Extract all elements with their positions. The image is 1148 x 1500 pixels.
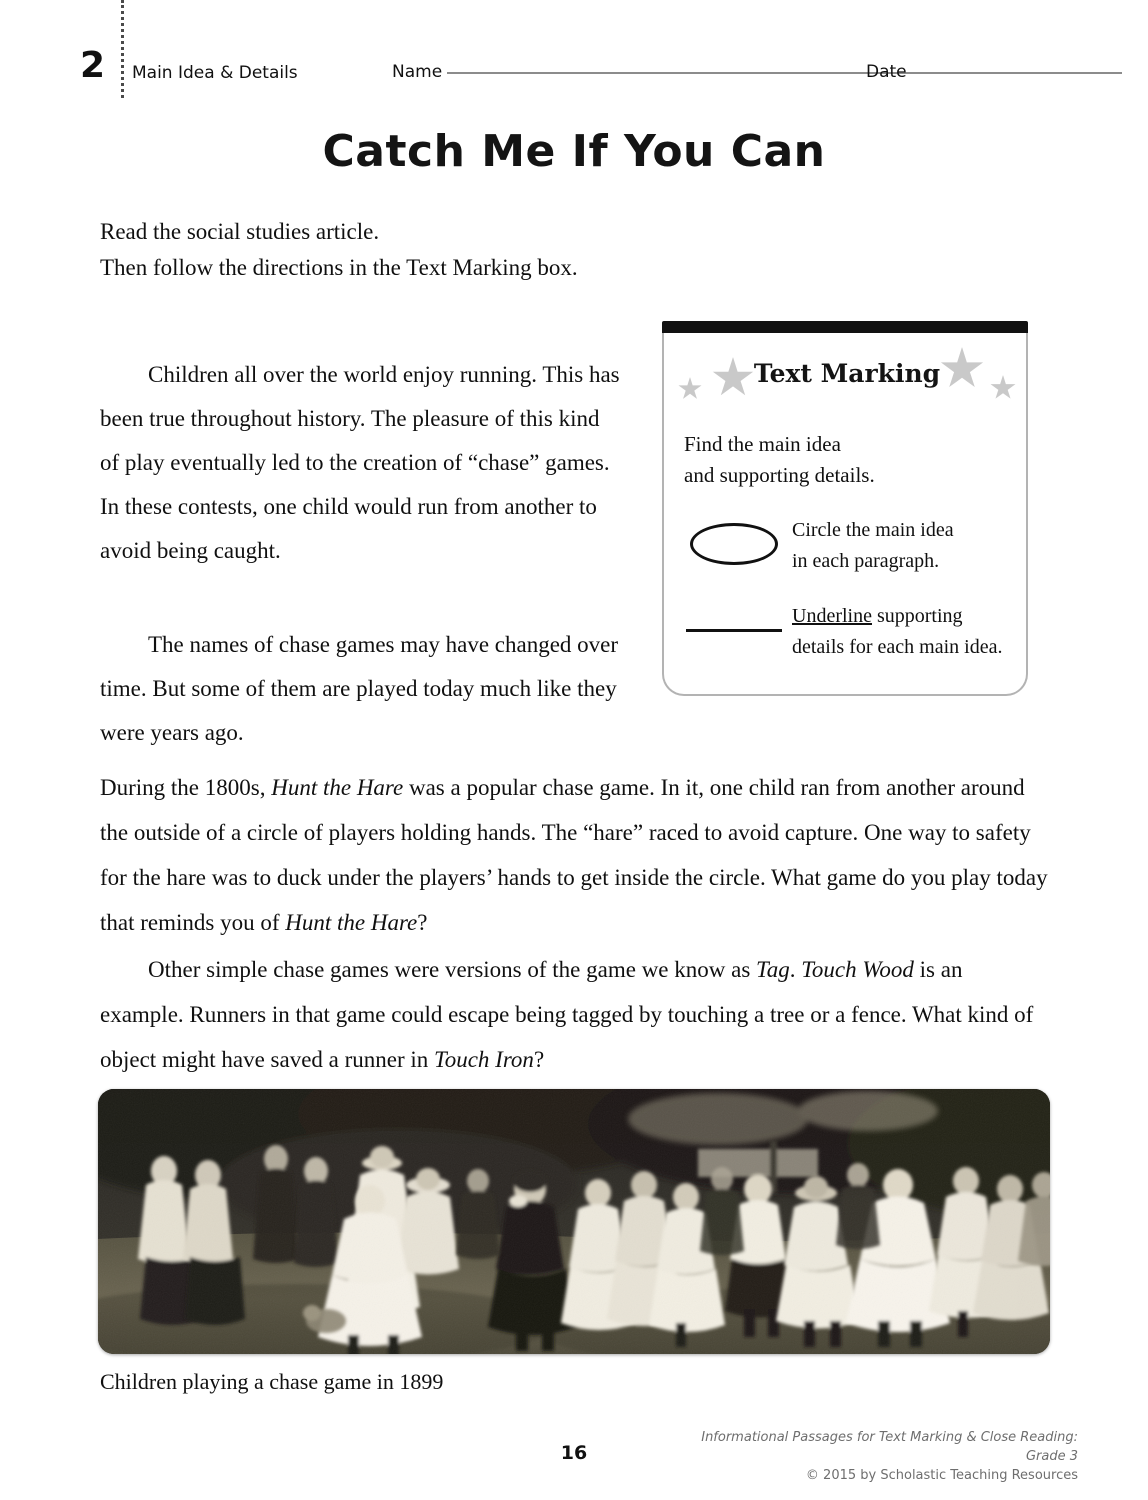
p4-seg-1: Other simple chase games were versions of the game we know as xyxy=(148,957,757,982)
text-marking-rule-circle-text xyxy=(792,515,1014,577)
text-marking-intro-line-2: and supporting details. xyxy=(684,463,875,487)
page-title: Catch Me If You Can xyxy=(322,126,826,177)
footer-copyright: © 2015 by Scholastic Teaching Resources xyxy=(805,1468,1078,1483)
directions-line-1: Read the social studies article. xyxy=(100,219,380,244)
date-field-label: Date xyxy=(866,62,907,82)
text-marking-rule-circle xyxy=(684,515,1014,577)
p3-seg-3: ? xyxy=(417,910,428,935)
directions xyxy=(100,214,860,286)
p4-seg-3: is an example. Runners in that game could escape being tagged by touching a tree or a fence. What kind of object might have saved a runner in xyxy=(100,957,1034,1072)
p4-seg-4: ? xyxy=(533,1047,545,1072)
oval-marker-icon xyxy=(684,515,792,577)
rule-circle-line-2: in each paragraph. xyxy=(792,550,940,572)
p4-seg-2: . xyxy=(789,957,802,982)
passage-paragraph-2: The names of chase games may have changed over time. But some of them are played today much like they were years ago. xyxy=(100,632,619,745)
photo-caption: Children playing a chase game in 1899 xyxy=(100,1369,444,1394)
rule-underline-line-2: details for each main idea. xyxy=(792,636,1003,658)
text-marking-top-bar xyxy=(662,321,1028,333)
text-marking-intro-line-1: Find the main idea xyxy=(684,432,841,456)
p3-italic-2: Hunt the Hare xyxy=(285,910,418,935)
name-field-label: Name xyxy=(392,62,443,82)
chase-game-photo xyxy=(98,1089,1050,1354)
rule-underline-line-1 xyxy=(792,601,1014,632)
rule-circle-line-1: Circle the main idea xyxy=(792,519,954,541)
text-marking-intro xyxy=(684,429,1014,491)
footer-source-title: Informational Passages for Text Marking & Close Reading: Grade 3 xyxy=(701,1430,1078,1464)
rule-underline-keyword: Underline xyxy=(792,605,872,627)
skill-label: Main Idea & Details xyxy=(132,63,298,83)
rule-underline-rest: supporting xyxy=(871,605,963,627)
p4-italic-2: Touch Wood xyxy=(801,957,914,982)
passage-paragraph-3 xyxy=(100,765,1050,945)
p3-seg-1: During the 1800s, xyxy=(100,775,272,800)
lesson-number: 2 xyxy=(80,45,105,86)
page-header xyxy=(80,45,1080,96)
passage-paragraph-1: Children all over the world enjoy running. This has been true throughout history. The pleasure of this kind of play eventually led to the creation of “chase” games. In these contests, one child would run from another to avoid being caught. xyxy=(100,362,620,563)
directions-line-2: Then follow the directions in the Text Marking box. xyxy=(100,255,578,280)
photo-illustration xyxy=(98,1089,1050,1354)
page-number: 16 xyxy=(560,1442,588,1464)
p3-seg-2: was a popular chase game. In it, one child ran from another around the outside of a circle of players holding hands. The “hare” raced to avoid capture. One way to safety for the hare was to duck under the players’ hands to get inside the circle. What game do you play today that reminds you of xyxy=(100,775,1048,935)
text-marking-header xyxy=(664,333,1026,411)
date-field[interactable] xyxy=(866,62,1122,82)
text-marking-title: Text Marking xyxy=(753,359,941,388)
p4-italic-3: Touch Iron xyxy=(434,1047,534,1072)
footer-credit xyxy=(658,1428,1078,1485)
p3-italic-1: Hunt the Hare xyxy=(271,775,404,800)
text-marking-rule-underline xyxy=(684,601,1014,663)
header-dotted-divider xyxy=(121,0,124,98)
text-marking-rule-underline-text xyxy=(792,601,1014,663)
underline-marker-icon xyxy=(684,601,792,663)
p4-italic-1: Tag xyxy=(756,957,790,982)
date-field-rule[interactable] xyxy=(912,72,1122,74)
text-marking-box xyxy=(662,333,1028,696)
passage-paragraph-4 xyxy=(100,947,1050,1082)
